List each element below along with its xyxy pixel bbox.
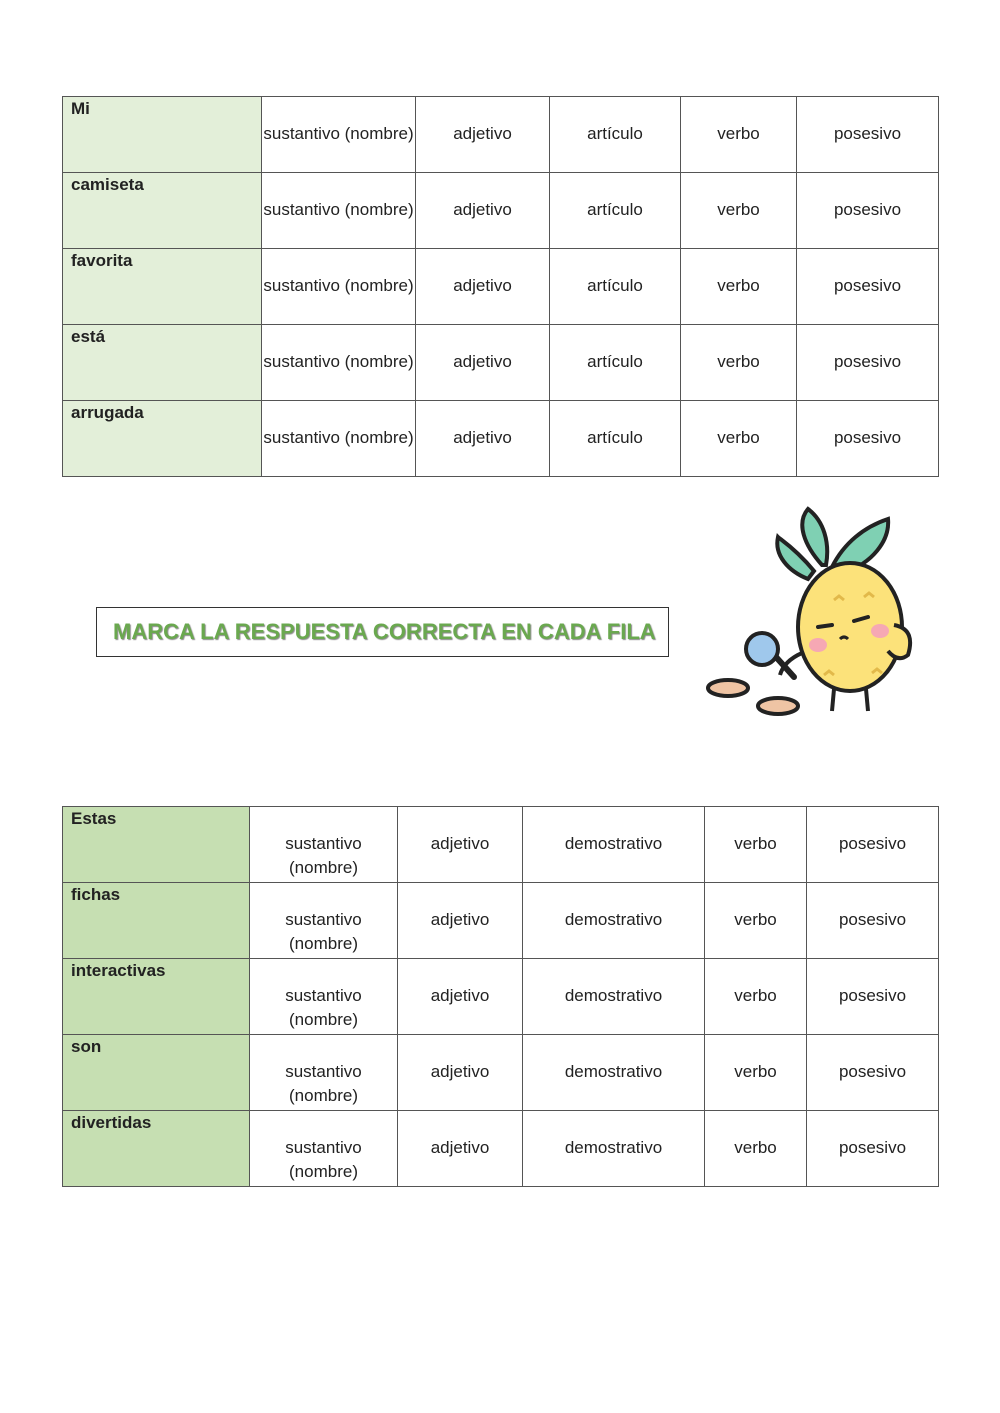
option-cell[interactable] [523, 1035, 705, 1111]
word-cell: interactivas [63, 959, 250, 1035]
option-cell[interactable] [416, 325, 550, 401]
word-cell: divertidas [63, 1111, 250, 1187]
option-label: posesivo [833, 352, 902, 371]
option-label: sustantivo (nombre) [285, 834, 362, 877]
option-cell[interactable] [398, 1111, 523, 1187]
option-label: demostrativo [564, 1062, 663, 1081]
option-cell[interactable] [807, 883, 939, 959]
option-label: artículo [587, 352, 643, 371]
option-cell[interactable] [250, 959, 398, 1035]
option-cell[interactable] [807, 1035, 939, 1111]
option-label: adjetivo [453, 200, 512, 219]
option-cell[interactable] [262, 401, 416, 477]
option-label: verbo [734, 834, 777, 853]
option-cell[interactable] [262, 249, 416, 325]
option-cell[interactable] [807, 1111, 939, 1187]
word-cell: son [63, 1035, 250, 1111]
option-label: verbo [717, 200, 760, 219]
table-row [63, 807, 939, 883]
option-label: adjetivo [453, 352, 512, 371]
option-label: adjetivo [430, 986, 490, 1005]
table-row [63, 325, 939, 401]
option-cell[interactable] [262, 173, 416, 249]
option-label: adjetivo [430, 910, 490, 929]
option-cell[interactable] [250, 1035, 398, 1111]
option-label: verbo [717, 428, 760, 447]
option-cell[interactable] [681, 249, 797, 325]
option-cell[interactable] [681, 173, 797, 249]
option-cell[interactable] [398, 883, 523, 959]
option-cell[interactable] [416, 249, 550, 325]
option-cell[interactable] [550, 173, 681, 249]
option-cell[interactable] [398, 1035, 523, 1111]
option-cell[interactable] [797, 325, 939, 401]
option-cell[interactable] [550, 97, 681, 173]
word-cell: camiseta [63, 173, 262, 249]
option-cell[interactable] [681, 97, 797, 173]
option-cell[interactable] [250, 807, 398, 883]
option-cell[interactable] [807, 959, 939, 1035]
option-cell[interactable] [550, 249, 681, 325]
option-label: posesivo [833, 276, 902, 295]
option-label: artículo [587, 124, 643, 143]
word-cell: está [63, 325, 262, 401]
option-label: posesivo [838, 1062, 907, 1081]
word-class-table-1 [62, 96, 939, 477]
option-label: sustantivo (nombre) [285, 1062, 362, 1105]
option-cell[interactable] [705, 959, 807, 1035]
option-cell[interactable] [681, 325, 797, 401]
option-cell[interactable] [705, 1111, 807, 1187]
option-label: sustantivo (nombre) [285, 1138, 362, 1181]
table-row [63, 97, 939, 173]
option-cell[interactable] [523, 959, 705, 1035]
table-row [63, 1035, 939, 1111]
option-label: verbo [734, 910, 777, 929]
table-row [63, 249, 939, 325]
option-cell[interactable] [797, 173, 939, 249]
option-label: adjetivo [430, 834, 490, 853]
option-label: sustantivo (nombre) [285, 986, 362, 1029]
word-cell: favorita [63, 249, 262, 325]
table-row [63, 883, 939, 959]
option-label: sustantivo (nombre) [263, 352, 414, 371]
option-label: posesivo [833, 200, 902, 219]
option-cell[interactable] [797, 249, 939, 325]
option-cell[interactable] [797, 401, 939, 477]
option-cell[interactable] [681, 401, 797, 477]
instruction-title: MARCA LA RESPUESTA CORRECTA EN CADA FILA [96, 607, 669, 657]
option-cell[interactable] [705, 883, 807, 959]
option-cell[interactable] [262, 97, 416, 173]
word-cell: arrugada [63, 401, 262, 477]
option-label: sustantivo (nombre) [285, 910, 362, 953]
option-cell[interactable] [416, 97, 550, 173]
option-label: sustantivo (nombre) [263, 124, 414, 143]
option-label: sustantivo (nombre) [263, 200, 414, 219]
table-row [63, 959, 939, 1035]
option-cell[interactable] [262, 325, 416, 401]
option-cell[interactable] [398, 959, 523, 1035]
option-label: adjetivo [430, 1138, 490, 1157]
option-cell[interactable] [797, 97, 939, 173]
option-label: verbo [717, 276, 760, 295]
option-label: posesivo [833, 124, 902, 143]
option-label: adjetivo [453, 124, 512, 143]
word-cell: Estas [63, 807, 250, 883]
option-label: posesivo [833, 428, 902, 447]
option-label: verbo [717, 352, 760, 371]
option-label: posesivo [838, 834, 907, 853]
option-label: adjetivo [453, 428, 512, 447]
option-label: posesivo [838, 986, 907, 1005]
option-cell[interactable] [550, 401, 681, 477]
word-cell: fichas [63, 883, 250, 959]
table-row [63, 1111, 939, 1187]
option-cell[interactable] [250, 883, 398, 959]
table-row [63, 173, 939, 249]
option-label: artículo [587, 276, 643, 295]
option-label: adjetivo [430, 1062, 490, 1081]
option-cell[interactable] [398, 807, 523, 883]
option-label: demostrativo [564, 834, 663, 853]
option-cell[interactable] [807, 807, 939, 883]
option-label: verbo [734, 1138, 777, 1157]
option-label: artículo [587, 428, 643, 447]
option-cell[interactable] [705, 807, 807, 883]
option-cell[interactable] [523, 807, 705, 883]
option-label: demostrativo [564, 1138, 663, 1157]
option-cell[interactable] [523, 1111, 705, 1187]
word-cell: Mi [63, 97, 262, 173]
option-cell[interactable] [416, 173, 550, 249]
option-label: demostrativo [564, 910, 663, 929]
option-label: verbo [734, 986, 777, 1005]
option-cell[interactable] [416, 401, 550, 477]
option-label: sustantivo (nombre) [263, 276, 414, 295]
option-label: artículo [587, 200, 643, 219]
option-cell[interactable] [250, 1111, 398, 1187]
option-label: verbo [734, 1062, 777, 1081]
pineapple-detective-icon [704, 505, 924, 720]
option-label: verbo [717, 124, 760, 143]
option-cell[interactable] [523, 883, 705, 959]
option-label: sustantivo (nombre) [263, 428, 414, 447]
option-cell[interactable] [705, 1035, 807, 1111]
table-row [63, 401, 939, 477]
option-label: adjetivo [453, 276, 512, 295]
option-cell[interactable] [550, 325, 681, 401]
option-label: posesivo [838, 1138, 907, 1157]
option-label: posesivo [838, 910, 907, 929]
option-label: demostrativo [564, 986, 663, 1005]
word-class-table-2 [62, 806, 939, 1187]
